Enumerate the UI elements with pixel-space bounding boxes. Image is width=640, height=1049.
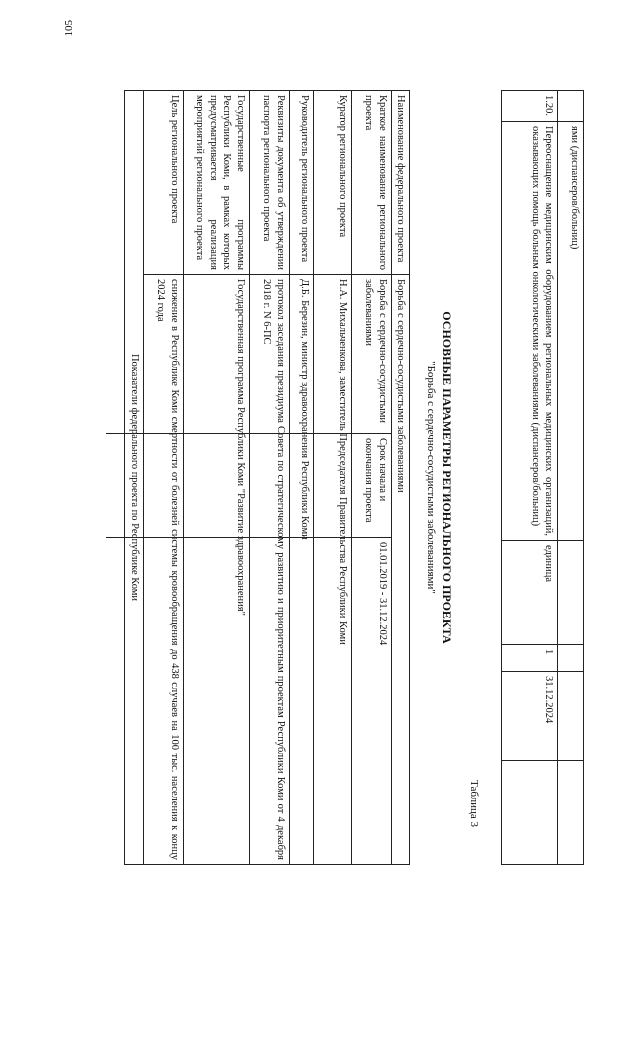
row-number: 1.20.: [502, 91, 558, 122]
requisites-value: протокол заседания президиума Совета по стратегическому развитию и приоритетным проектам Республики Коми от 4 декабря 2018 г. N 6-ПС: [249, 275, 289, 865]
goal-value: снижение в Республике Коми смертности от болезней системы кровообращения до 438 случаев на 100 тыс. населения к концу 2024 года: [143, 275, 183, 865]
row-prev-text: ями (диспансеров/больниц): [558, 122, 584, 541]
row-unit: единица: [502, 541, 558, 645]
term-value: 01.01.2019 - 31.12.2024: [106, 538, 391, 1049]
row-value: 1: [502, 645, 558, 672]
head-value: Д.Б. Березин, министр здравоохранения Республики Коми: [289, 275, 313, 865]
goal-label: Цель регионального проекта: [143, 91, 183, 275]
row-date: 31.12.2024: [502, 672, 558, 761]
short-name-label: Краткое наименование регионального проекта: [351, 91, 391, 275]
requisites-label: Реквизиты документа об утверждении паспорта регионального проекта: [249, 91, 289, 275]
indicators-header: Показатели федерального проекта по Республике Коми: [125, 91, 143, 865]
federal-name-value: Борьба с сердечно-сосудистыми заболеваниями: [391, 275, 409, 865]
table-row: [558, 91, 584, 865]
short-name-value: Борьба с сердечно-сосудистыми заболеваниями: [106, 275, 391, 434]
table-row: [502, 91, 558, 865]
table-row: [351, 91, 391, 865]
gov-programs-label: Государственные программы Республики Коми, в рамках которых предусматривается реализация мероприятий регионального проекта: [183, 91, 249, 275]
table-row: [391, 91, 409, 865]
parameters-table: [124, 90, 410, 865]
curator-value: Н.А. Михальченкова, заместитель Председателя Правительства Республики Коми: [313, 275, 351, 865]
row-text: Переоснащение медицинским оборудованием региональных медицинских организаций, оказывающих помощь больным онкологическими заболеваниями (диспансеров/больниц): [502, 122, 558, 541]
gov-programs-value: Государственная программа Республики Коми "Развитие здравоохранения": [183, 275, 249, 865]
page-number: 105: [63, 20, 75, 37]
measures-table: [501, 90, 584, 865]
head-label: Руководитель регионального проекта: [289, 91, 313, 275]
page-title: ОСНОВНЫЕ ПАРАМЕТРЫ РЕГИОНАЛЬНОГО ПРОЕКТА: [439, 90, 454, 865]
page-subtitle: "Борьба с сердечно-сосудистыми заболеваниями": [425, 90, 437, 865]
term-label: Срок начала и окончания проекта: [106, 434, 391, 538]
curator-label: Куратор регионального проекта: [313, 91, 351, 275]
federal-name-label: Наименование федерального проекта: [391, 91, 409, 275]
table-label: Таблица 3: [468, 780, 480, 827]
